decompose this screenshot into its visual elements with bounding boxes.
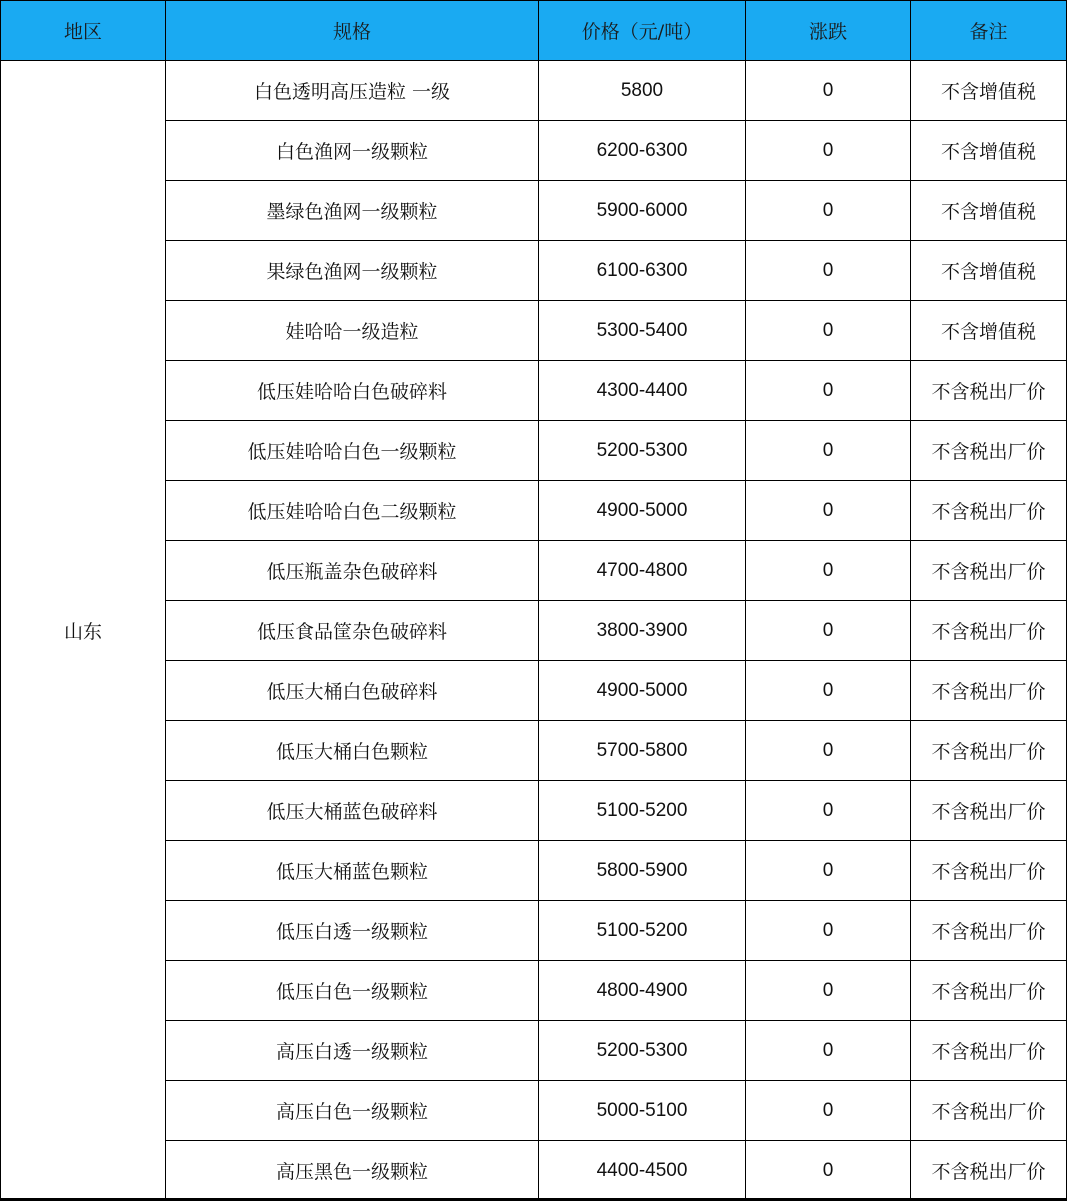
change-cell: 0 (746, 481, 911, 541)
note-cell: 不含税出厂价 (911, 1081, 1067, 1141)
note-cell: 不含税出厂价 (911, 901, 1067, 961)
price-cell: 6200-6300 (539, 121, 746, 181)
price-cell: 3800-3900 (539, 601, 746, 661)
change-cell: 0 (746, 1081, 911, 1141)
change-cell: 0 (746, 241, 911, 301)
header-note: 备注 (911, 1, 1067, 61)
price-cell: 5100-5200 (539, 781, 746, 841)
price-cell: 5000-5100 (539, 1081, 746, 1141)
change-cell: 0 (746, 361, 911, 421)
spec-cell: 墨绿色渔网一级颗粒 (166, 181, 539, 241)
note-cell: 不含税出厂价 (911, 961, 1067, 1021)
spec-cell: 低压大桶白色破碎料 (166, 661, 539, 721)
price-cell: 5800 (539, 61, 746, 121)
header-price: 价格（元/吨） (539, 1, 746, 61)
region-cell: 山东 (1, 61, 166, 1201)
change-cell: 0 (746, 841, 911, 901)
spec-cell: 高压白透一级颗粒 (166, 1021, 539, 1081)
spec-cell: 白色渔网一级颗粒 (166, 121, 539, 181)
change-cell: 0 (746, 61, 911, 121)
spec-cell: 果绿色渔网一级颗粒 (166, 241, 539, 301)
spec-cell: 低压大桶蓝色破碎料 (166, 781, 539, 841)
price-cell: 4900-5000 (539, 661, 746, 721)
price-cell: 4300-4400 (539, 361, 746, 421)
change-cell: 0 (746, 781, 911, 841)
price-cell: 4700-4800 (539, 541, 746, 601)
header-change: 涨跌 (746, 1, 911, 61)
spec-cell: 低压娃哈哈白色破碎料 (166, 361, 539, 421)
spec-cell: 高压黑色一级颗粒 (166, 1141, 539, 1201)
note-cell: 不含税出厂价 (911, 601, 1067, 661)
change-cell: 0 (746, 661, 911, 721)
note-cell: 不含税出厂价 (911, 541, 1067, 601)
bottom-border (0, 1198, 1066, 1200)
price-cell: 5800-5900 (539, 841, 746, 901)
price-cell: 6100-6300 (539, 241, 746, 301)
table-body (1, 61, 1067, 1201)
note-cell: 不含税出厂价 (911, 841, 1067, 901)
note-cell: 不含税出厂价 (911, 1141, 1067, 1201)
note-cell: 不含税出厂价 (911, 721, 1067, 781)
price-cell: 4900-5000 (539, 481, 746, 541)
note-cell: 不含税出厂价 (911, 421, 1067, 481)
price-cell: 4800-4900 (539, 961, 746, 1021)
spec-cell: 低压娃哈哈白色二级颗粒 (166, 481, 539, 541)
price-cell: 5300-5400 (539, 301, 746, 361)
spec-cell: 低压大桶蓝色颗粒 (166, 841, 539, 901)
table-header (1, 1, 1067, 61)
change-cell: 0 (746, 901, 911, 961)
header-spec: 规格 (166, 1, 539, 61)
note-cell: 不含增值税 (911, 181, 1067, 241)
spec-cell: 低压白色一级颗粒 (166, 961, 539, 1021)
note-cell: 不含增值税 (911, 61, 1067, 121)
change-cell: 0 (746, 121, 911, 181)
change-cell: 0 (746, 1141, 911, 1201)
spec-cell: 低压瓶盖杂色破碎料 (166, 541, 539, 601)
change-cell: 0 (746, 541, 911, 601)
change-cell: 0 (746, 961, 911, 1021)
change-cell: 0 (746, 301, 911, 361)
change-cell: 0 (746, 1021, 911, 1081)
note-cell: 不含税出厂价 (911, 481, 1067, 541)
price-cell: 5200-5300 (539, 1021, 746, 1081)
header-row (1, 1, 1067, 61)
spec-cell: 低压白透一级颗粒 (166, 901, 539, 961)
note-cell: 不含增值税 (911, 301, 1067, 361)
note-cell: 不含税出厂价 (911, 361, 1067, 421)
price-cell: 5700-5800 (539, 721, 746, 781)
header-region: 地区 (1, 1, 166, 61)
spec-cell: 低压娃哈哈白色一级颗粒 (166, 421, 539, 481)
change-cell: 0 (746, 721, 911, 781)
table-row (1, 61, 1067, 121)
spec-cell: 低压大桶白色颗粒 (166, 721, 539, 781)
price-cell: 5100-5200 (539, 901, 746, 961)
price-cell: 4400-4500 (539, 1141, 746, 1201)
change-cell: 0 (746, 421, 911, 481)
note-cell: 不含税出厂价 (911, 781, 1067, 841)
note-cell: 不含税出厂价 (911, 1021, 1067, 1081)
spec-cell: 娃哈哈一级造粒 (166, 301, 539, 361)
note-cell: 不含增值税 (911, 241, 1067, 301)
note-cell: 不含增值税 (911, 121, 1067, 181)
spec-cell: 白色透明高压造粒 一级 (166, 61, 539, 121)
price-cell: 5900-6000 (539, 181, 746, 241)
spec-cell: 低压食品筐杂色破碎料 (166, 601, 539, 661)
spec-cell: 高压白色一级颗粒 (166, 1081, 539, 1141)
note-cell: 不含税出厂价 (911, 661, 1067, 721)
change-cell: 0 (746, 181, 911, 241)
price-cell: 5200-5300 (539, 421, 746, 481)
change-cell: 0 (746, 601, 911, 661)
